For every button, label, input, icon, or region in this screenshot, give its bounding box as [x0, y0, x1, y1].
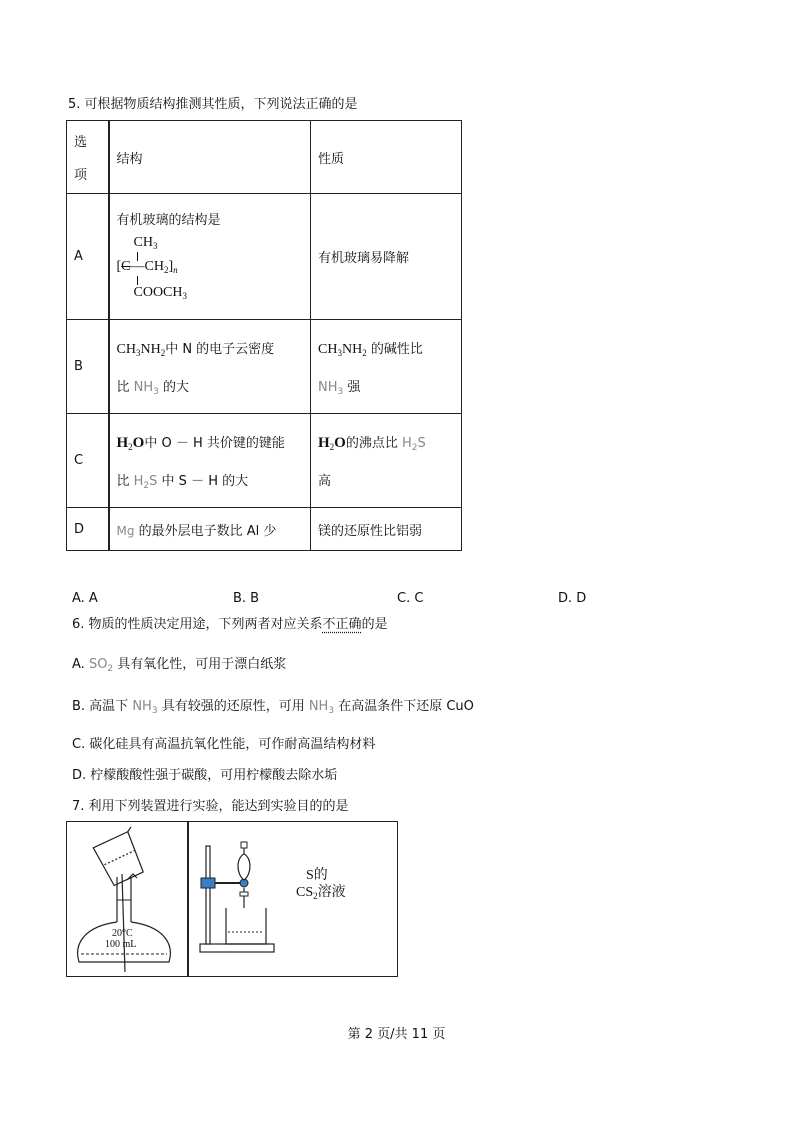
row-c-structure	[109, 414, 311, 508]
row-b-property-line1: $CH_3NH_2$ 的碱性比	[318, 342, 423, 358]
q6-option-b[interactable]: B. 高温下 $NH_3$ 具有较强的还原性，可用 $NH_3$ 在高温条件下还原 CuO	[72, 699, 474, 716]
row-c-structure-line1: $H_2O$中 O － H 共价键的键能	[116, 435, 285, 452]
header-property: 性质	[311, 121, 462, 194]
row-a-structure-text: 有机玻璃的结构是	[116, 212, 221, 228]
row-a-structure	[109, 194, 311, 320]
table-row	[67, 194, 462, 320]
header-option-line2: 项	[74, 168, 88, 183]
row-b-structure	[109, 320, 311, 414]
row-c-property-line1: $H_2O$的沸点比 $H_2S$	[318, 435, 426, 453]
volumetric-flask-icon	[67, 822, 188, 976]
row-label-b: B	[67, 320, 109, 414]
row-b-structure-line2: 比 $NH_3$ 的大	[116, 380, 190, 397]
row-b-structure-line1: $CH_3NH_2$中 N 的电子云密度	[116, 342, 275, 358]
q6-option-d[interactable]: D. 柠檬酸酸性强于碳酸，可用柠檬酸去除水垢	[72, 768, 338, 783]
formula-bond-down	[137, 276, 138, 285]
row-b-property	[311, 320, 462, 414]
table-row-header	[67, 121, 462, 194]
row-label-d: D	[67, 508, 109, 551]
funnel-label-line2: $CS_2$溶液	[296, 885, 346, 901]
row-label-a: A	[67, 194, 109, 320]
row-d-structure: Mg 的最外层电子数比 Al 少	[109, 508, 311, 551]
row-a-property: 有机玻璃易降解	[311, 194, 462, 320]
q7-figure-volumetric-flask	[66, 821, 189, 977]
flask-temp-label: 20°C	[112, 928, 133, 939]
formula-ch3-top: $CH_3$	[133, 234, 158, 251]
header-option-line1: 选	[74, 135, 88, 150]
row-c-structure-line2: 比 $H_2S$ 中 S － H 的大	[116, 474, 249, 491]
q5-choice-c[interactable]: C. C	[397, 591, 424, 606]
row-c-property	[311, 414, 462, 508]
formula-cooch3: $COOCH_3$	[133, 284, 188, 301]
row-c-property-line2: 高	[318, 474, 332, 489]
q5-choice-a[interactable]: A. A	[72, 591, 98, 606]
iron-stand-icon	[188, 822, 397, 976]
header-option	[67, 121, 109, 194]
funnel-label-line1: S的	[306, 868, 328, 883]
page-number: 第 2 页/共 11 页	[347, 1027, 446, 1042]
q5-table	[66, 120, 462, 551]
q7-stem: 7. 利用下列装置进行实验，能达到实验目的的是	[72, 799, 349, 814]
table-row	[67, 320, 462, 414]
formula-main-chain: $[C—CH_2]_n$	[116, 258, 178, 275]
q5-stem: 5. 可根据物质结构推测其性质，下列说法正确的是	[68, 97, 358, 112]
header-structure: 结构	[109, 121, 311, 194]
q7-figure-separatory-funnel	[187, 821, 398, 977]
row-b-property-line2: $NH_3$ 强	[318, 380, 361, 397]
table-row	[67, 414, 462, 508]
q5-choice-b[interactable]: B. B	[233, 591, 260, 606]
glass-rod	[122, 874, 125, 972]
q5-choice-d[interactable]: D. D	[558, 591, 587, 606]
q6-stem: 6. 物质的性质决定用途，下列两者对应关系不正确的是	[72, 617, 388, 632]
row-d-property: 镁的还原性比铝弱	[311, 508, 462, 551]
q6-option-c[interactable]: C. 碳化硅具有高温抗氧化性能，可作耐高温结构材料	[72, 737, 376, 752]
q6-stem-emphasis: 不正确	[322, 617, 362, 632]
row-label-c: C	[67, 414, 109, 508]
flask-volume-label: 100 mL	[105, 939, 137, 950]
table-row	[67, 508, 462, 551]
q6-option-a[interactable]: A. $SO_2$ 具有氧化性，可用于漂白纸浆	[72, 657, 287, 674]
